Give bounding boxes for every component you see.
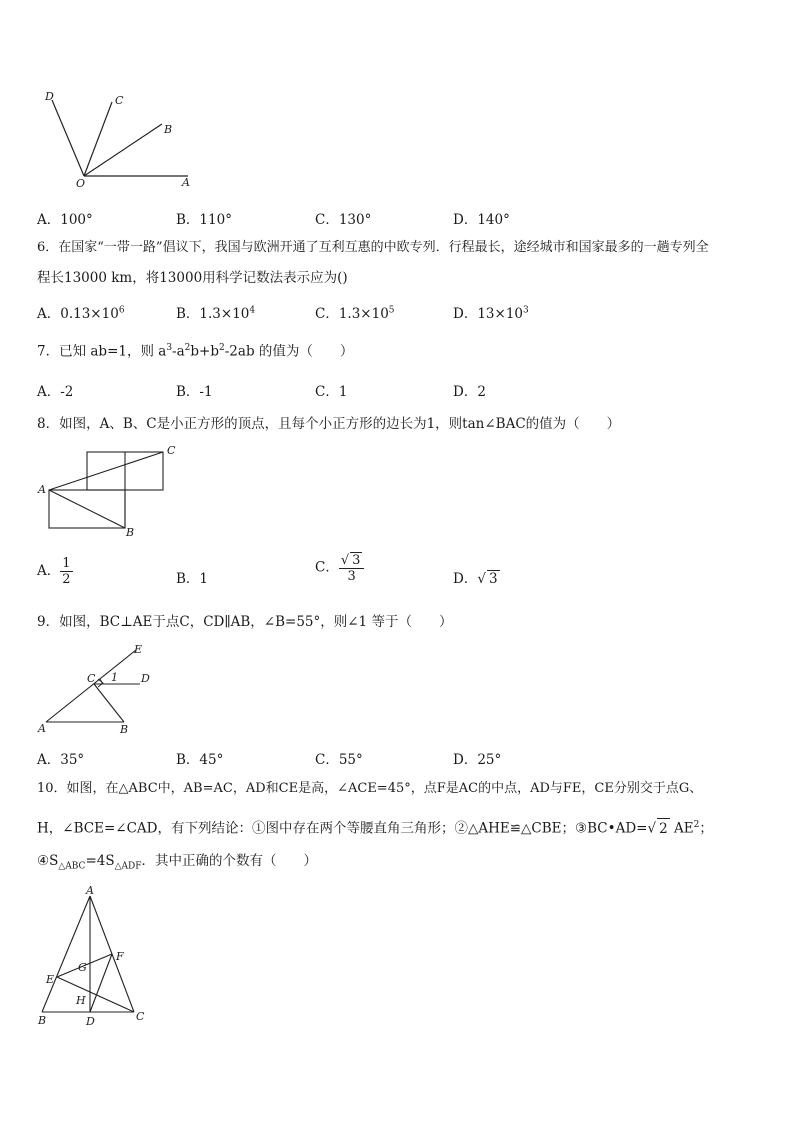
label-F: F — [116, 950, 124, 963]
q7-option-c: C．1 — [315, 384, 348, 400]
q8-stem: 8．如图，A、B、C是小正方形的顶点，且每个小正方形的边长为1，则tan∠BAC的值为（ ） — [37, 416, 621, 432]
q7-stem: 7．已知 ab=1，则 $a^3-a^2b+b^2-2ab$ 的值为（ ） — [37, 343, 354, 360]
label-B: B — [120, 723, 129, 736]
q7-option-a: A．-2 — [37, 384, 74, 400]
label-A: A — [86, 884, 94, 897]
q6-option-d: D．$13\times 10^3$ — [453, 305, 529, 322]
parallel-figure — [36, 640, 166, 740]
label-E: E — [134, 643, 143, 656]
q10-stem-line2: H，∠BCE=∠CAD，有下列结论：①图中存在两个等腰直角三角形；②△AHE≌△CBE；③BC•AD=√ 2 $AE^2$； — [37, 815, 713, 839]
q9-option-c: C．55° — [315, 752, 363, 768]
q6-stem-line1: 6．在国家“一带一路”倡议下，我国与欧洲开通了互利互惠的中欧专列．行程最长，途经城市和国家最多的一趟专列全 — [37, 240, 709, 255]
q8-option-d: D．√ 3 — [453, 571, 498, 587]
label-O: O — [76, 177, 86, 190]
q5-option-b: B．110° — [176, 212, 232, 228]
label-C: C — [115, 94, 124, 107]
q10-stem-line1: 10．如图，在△ABC中，AB=AC，AD和CE是高，∠ACE=45°，点F是AC的中点，AD与FE，CE分别交于点G、 — [37, 781, 703, 796]
q5-option-c: C．130° — [315, 212, 372, 228]
q6-option-c: C．$1.3\times 10^5$ — [315, 305, 395, 322]
angle-figure — [36, 88, 206, 190]
q9-stem: 9．如图，BC⊥AE于点C，CD∥AB，∠B=55°，则∠1 等于（ ） — [37, 614, 453, 630]
q8-option-c: C． $\frac{√ 3}{3}$ — [315, 552, 364, 584]
label-C: C — [167, 444, 176, 457]
label-A: A — [182, 176, 190, 189]
q9-option-a: A．35° — [37, 752, 85, 768]
label-G: G — [78, 961, 87, 974]
label-C: C — [136, 1010, 145, 1023]
q5-option-a: A．100° — [37, 212, 93, 228]
label-D: D — [141, 672, 150, 685]
q8-option-b: B．1 — [176, 571, 209, 587]
label-B: B — [164, 123, 173, 136]
q7-option-b: B．-1 — [176, 384, 213, 400]
label-A: A — [38, 483, 46, 496]
q7-option-d: D．2 — [453, 384, 486, 400]
label-C: C — [87, 672, 96, 685]
triangle-figure — [36, 882, 156, 1032]
label-1: 1 — [111, 671, 118, 684]
label-D: D — [45, 90, 54, 103]
q8-option-a: A． $\frac{1}{2}$ — [37, 556, 71, 587]
grid-figure — [36, 440, 186, 540]
label-B: B — [126, 526, 135, 539]
q9-option-b: B．45° — [176, 752, 224, 768]
q6-option-a: A．$0.13\times 10^6$ — [37, 305, 125, 322]
q6-option-b: B．$1.3\times 10^4$ — [176, 305, 256, 322]
q6-stem-line2: 程长13000 km，将13000用科学记数法表示应为() — [37, 270, 348, 286]
label-D: D — [86, 1015, 95, 1028]
label-B: B — [38, 1014, 47, 1027]
label-E: E — [46, 973, 55, 986]
label-A: A — [38, 722, 46, 735]
q5-option-d: D．140° — [453, 212, 510, 228]
q9-option-d: D．25° — [453, 752, 502, 768]
q10-stem-line3: $④S_{\triangle ABC}=4S_{\triangle ADF}$．其中正确的个数有（ ） — [37, 853, 317, 872]
label-H: H — [76, 994, 86, 1007]
